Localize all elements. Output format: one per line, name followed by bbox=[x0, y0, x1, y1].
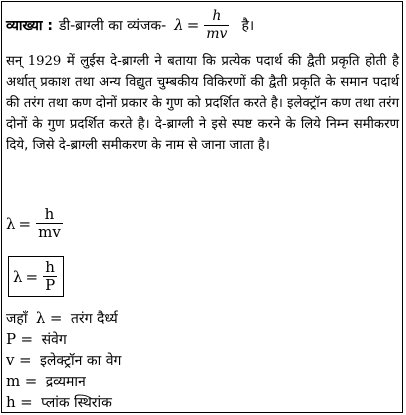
eq1-equals: = bbox=[18, 214, 32, 233]
definition-row bbox=[6, 371, 86, 391]
paragraph-body: में लुईस दे-ब्राग्ली ने बताया कि प्रत्येक पदार्थ की द्वैती प्रकृति होती है अर्थात् प्रकाश तथा अन्य विद्युत चुम्बकीय विकिरणों की द्वैती प्रकृति के समान पदार्थ की तरंग तथा कण दोनों प्रकार के गुण को प्रदर्शित करते है। इलेक्ट्रॉन कण तथा तरंग दोनों के गुण प्रदर्शित करते है। दे-ब्राग्ली ने इसे स्पष्ट करने के लिये निम्न समीकरण दिये, जिसे दे-ब्राग्ली समीकरण के नाम से जाना जाता है। bbox=[6, 54, 399, 153]
definition-prefix: जहाँ bbox=[6, 311, 28, 327]
explanation-paragraph bbox=[6, 51, 399, 156]
explanation-label: व्याख्या : bbox=[6, 17, 53, 34]
definition-symbol: v bbox=[6, 351, 15, 369]
equation-debroglie-mv bbox=[6, 206, 65, 241]
eq2-numerator: h bbox=[45, 258, 55, 276]
eq1-denominator: mv bbox=[38, 223, 61, 241]
eq2-denominator: P bbox=[45, 276, 56, 294]
definition-equals: = bbox=[20, 330, 34, 348]
equation-debroglie-boxed bbox=[8, 256, 64, 297]
title-suffix: है। bbox=[241, 17, 255, 34]
eq2-fraction bbox=[43, 259, 57, 294]
title-numerator: h bbox=[212, 7, 222, 24]
definition-equals: = bbox=[49, 309, 63, 327]
definition-symbol: P bbox=[6, 330, 17, 348]
eq1-numerator: h bbox=[44, 205, 55, 223]
definition-meaning: तरंग दैर्ध्य bbox=[70, 311, 118, 327]
paragraph-year: 1929 bbox=[27, 54, 62, 69]
definition-row bbox=[6, 329, 67, 349]
title-denominator: mv bbox=[206, 25, 228, 42]
definition-row bbox=[6, 392, 112, 412]
paragraph-prefix: सन् bbox=[6, 54, 23, 69]
definition-row bbox=[6, 350, 121, 370]
title-fraction bbox=[204, 8, 229, 43]
definition-symbol: λ bbox=[35, 309, 46, 327]
definition-symbol: h bbox=[6, 393, 16, 411]
definition-symbol: m bbox=[6, 372, 21, 390]
title-equals: = bbox=[186, 16, 200, 34]
definition-row bbox=[6, 308, 118, 328]
eq1-fraction bbox=[36, 206, 63, 241]
definition-meaning: संवेग bbox=[41, 332, 67, 348]
definition-meaning: प्लांक स्थिरांक bbox=[41, 395, 112, 411]
title-row bbox=[6, 2, 400, 48]
definition-equals: = bbox=[24, 372, 38, 390]
eq2-lhs: λ bbox=[13, 267, 23, 286]
definition-meaning: द्रव्यमान bbox=[45, 374, 86, 390]
definition-meaning: इलेक्ट्रॉन का वेग bbox=[39, 353, 122, 369]
definition-equals: = bbox=[18, 351, 32, 369]
definition-equals: = bbox=[20, 393, 33, 411]
eq2-equals: = bbox=[25, 267, 39, 286]
title-lambda: λ bbox=[174, 16, 184, 34]
eq1-lhs: λ bbox=[6, 214, 16, 233]
title-text: डी-ब्राग्ली का व्यंजक- bbox=[58, 17, 167, 34]
